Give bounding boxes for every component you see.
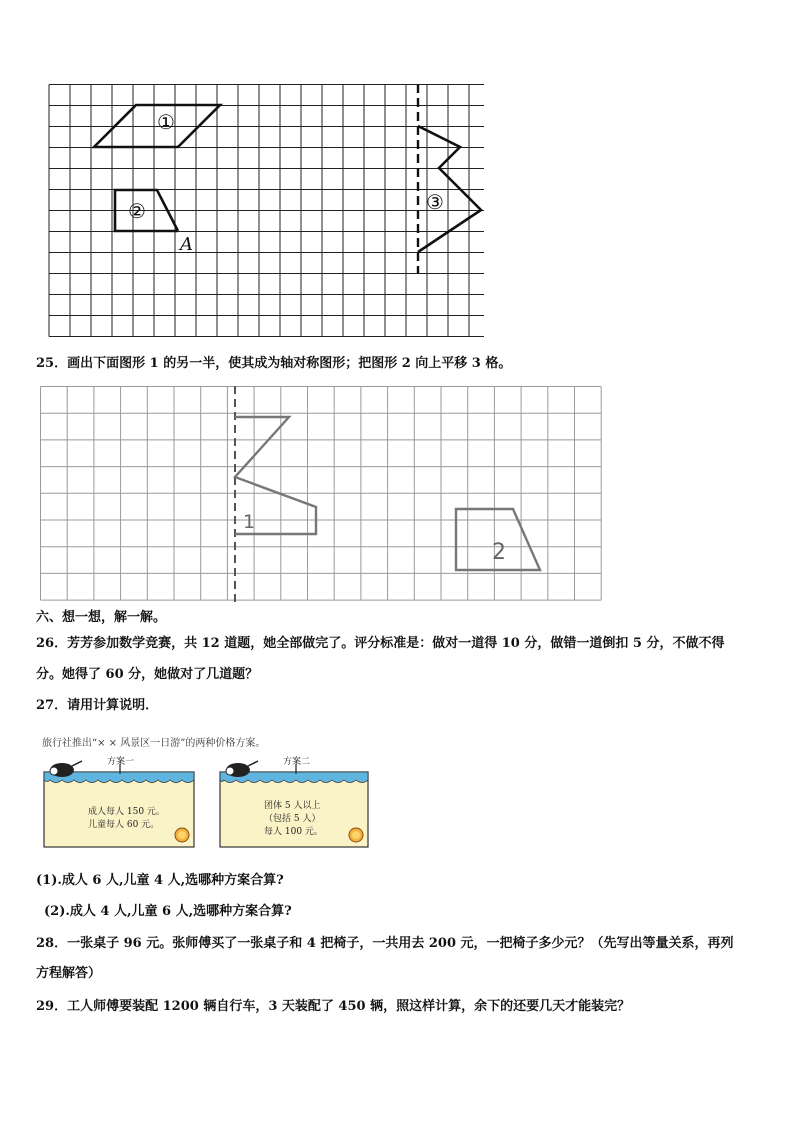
plan-2-line-2: （包括 5 人） <box>264 814 321 824</box>
top-grid-figure <box>48 84 484 340</box>
plan-2-name: 方案二 <box>283 757 311 767</box>
question-29-text: 29．工人师傅要装配 1200 辆自行车，3 天装配了 450 辆，照这样计算，余下的还要几天才能装完？ <box>36 999 631 1014</box>
grid-lines <box>41 387 602 601</box>
shape-3-label: ③ <box>426 190 444 214</box>
question-28-line-1: 28．一张桌子 96 元。张师傅买了一张桌子和 4 把椅子，一共用去 200 元，一把椅子多少元？（先写出等量关系，再列 <box>36 936 734 951</box>
question-26-line-1: 26．芳芳参加数学竞赛，共 12 道题，她全部做完了。评分标准是：做对一道得 10 分，做错一道倒扣 5 分，不做不得 <box>36 636 725 651</box>
plan-1-line-1: 成人每人 150 元。 <box>88 807 165 817</box>
shape-2-label: ② <box>128 199 146 223</box>
shape-1-label: ① <box>157 110 175 134</box>
plan-2-line-3: 每人 100 元。 <box>264 827 323 837</box>
section-6-heading: 六、想一想，解一解。 <box>36 610 167 625</box>
plan-1-card <box>42 752 202 852</box>
question-26-line-2: 分。她得了 60 分，她做对了几道题？ <box>36 667 259 682</box>
question-27-title: 27．请用计算说明． <box>36 698 159 713</box>
figure-2-label: 2 <box>492 540 506 565</box>
plan-intro-text: 旅行社推出“× × 风景区一日游”的两种价格方案。 <box>42 738 266 749</box>
q25-grid-figure <box>40 386 602 602</box>
question-25-text: 25．画出下面图形 1 的另一半，使其成为轴对称图形；把图形 2 向上平移 3 格。 <box>36 356 512 371</box>
plan-1-line-2: 儿童每人 60 元。 <box>88 820 160 830</box>
figure-1-label: 1 <box>243 511 256 533</box>
plan-1-name: 方案一 <box>107 757 135 767</box>
question-28-line-2: 方程解答） <box>36 966 102 981</box>
plan-2-line-1: 团体 5 人以上 <box>264 801 321 811</box>
question-27-sub-2: (2).成人 4 人,儿童 6 人,选哪种方案合算? <box>44 904 292 919</box>
point-a-label: A <box>180 234 193 255</box>
question-27-sub-1: (1).成人 6 人,儿童 4 人,选哪种方案合算? <box>36 873 284 888</box>
travel-plan-illustration <box>42 734 372 854</box>
